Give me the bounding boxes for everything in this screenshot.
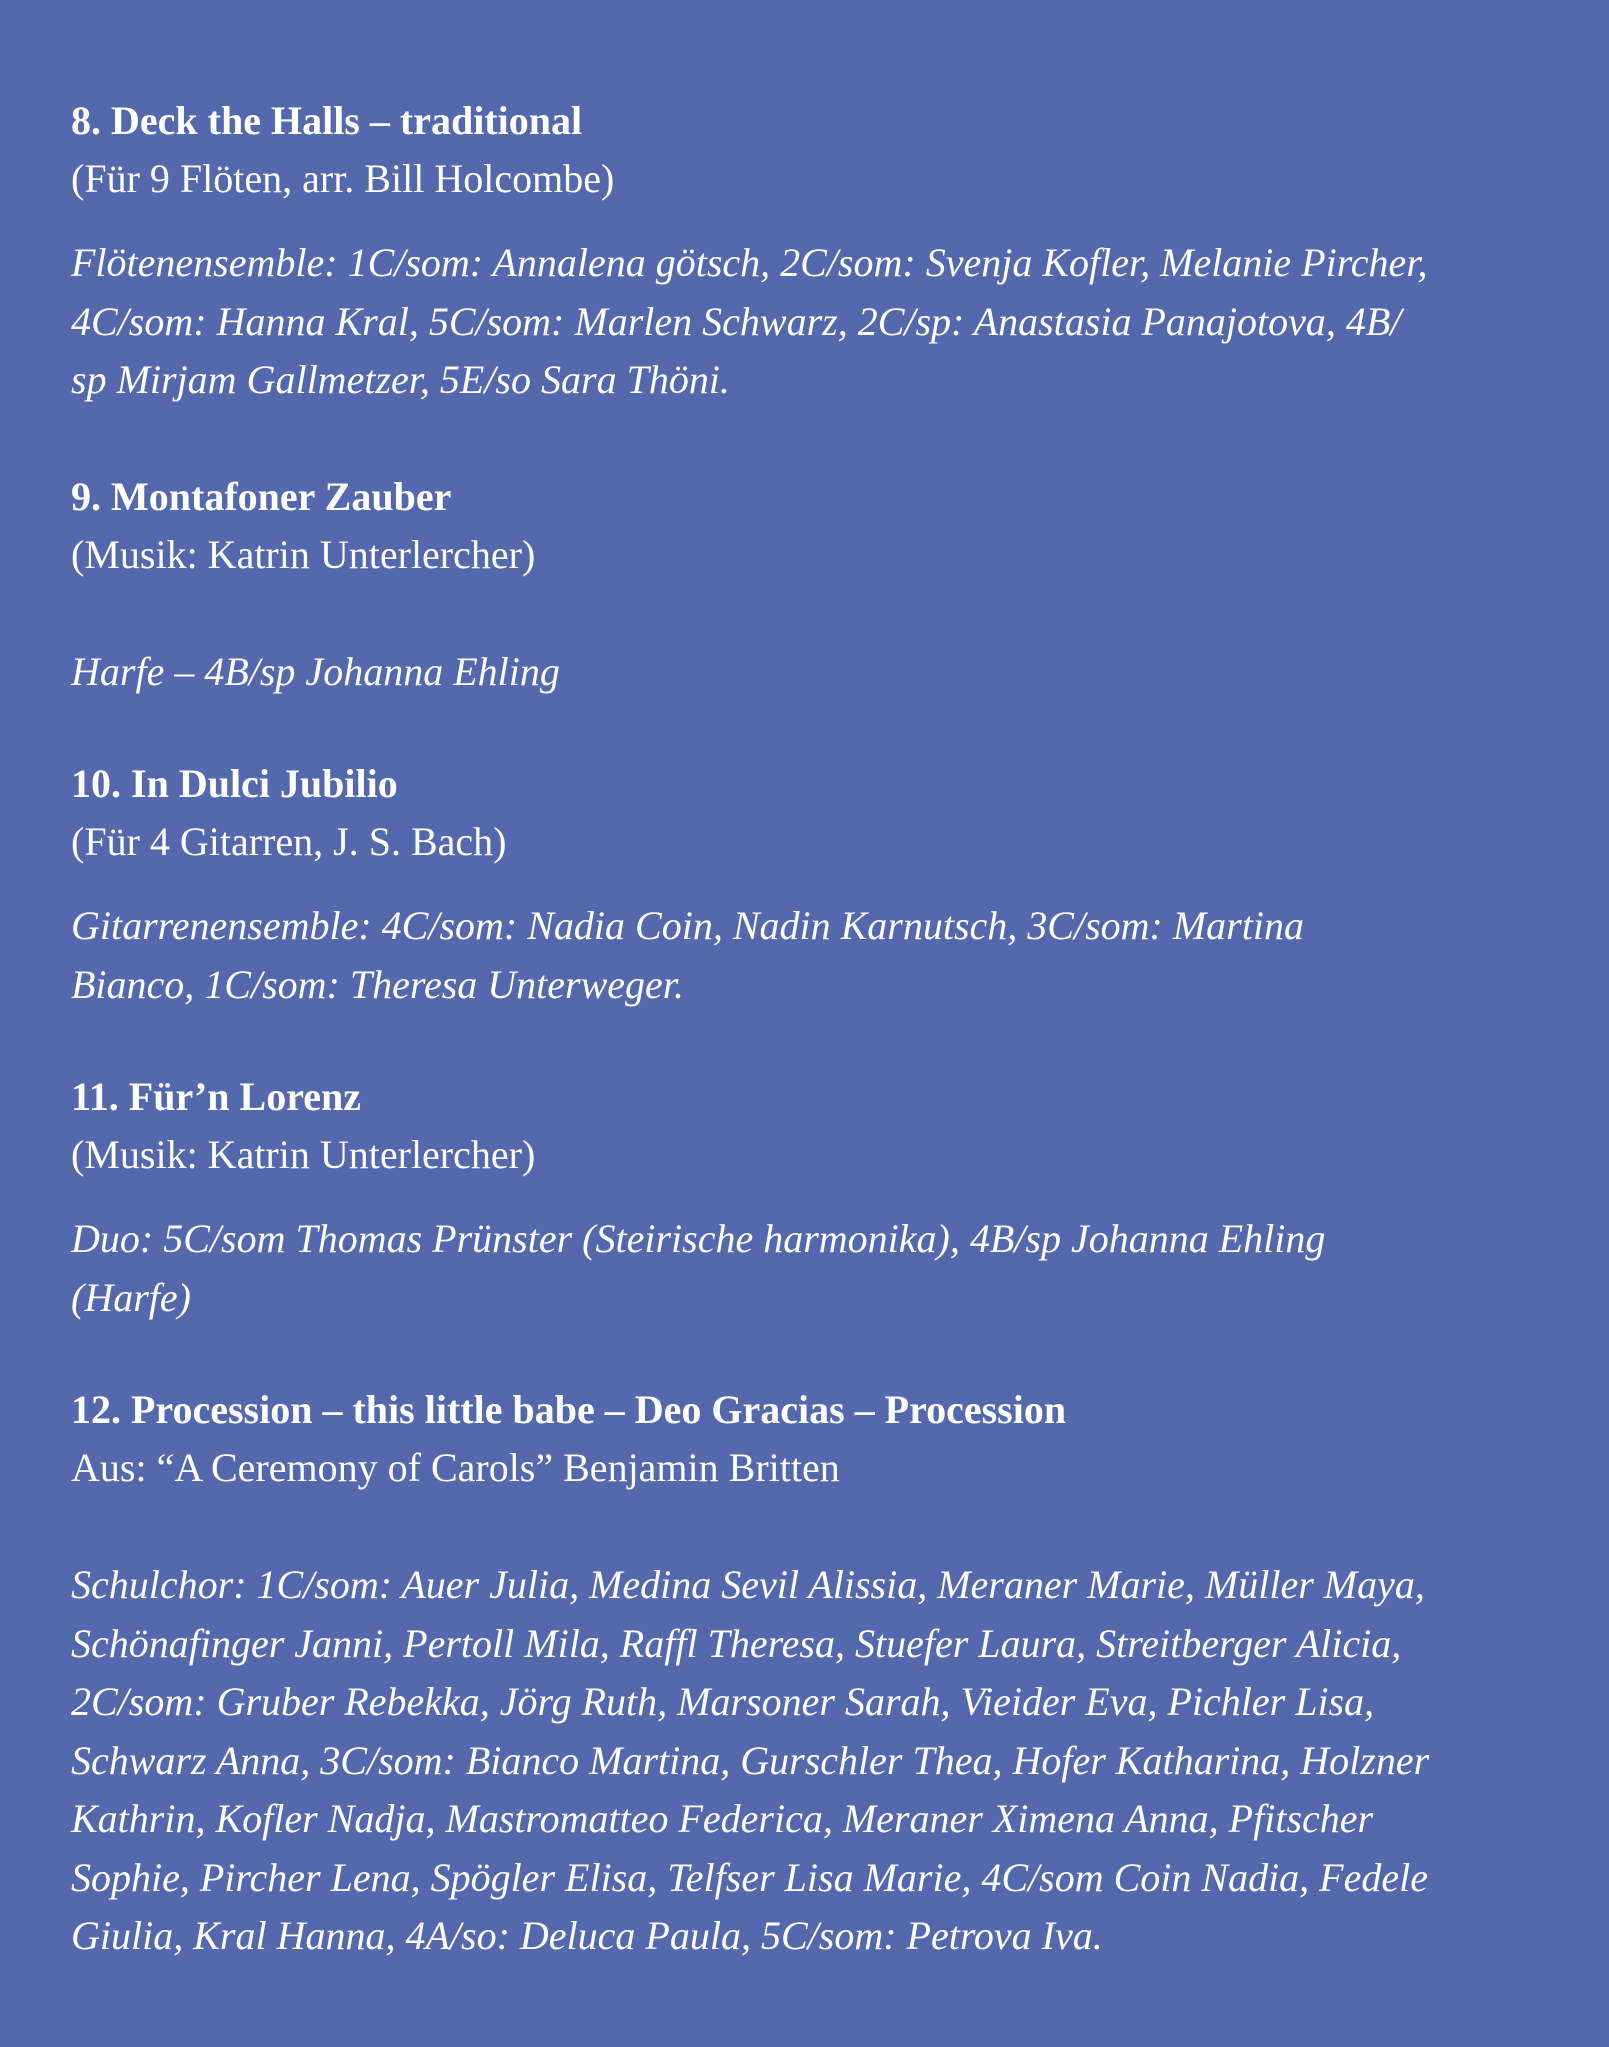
item-subtitle: (Musik: Katrin Unterlercher) (71, 531, 536, 577)
performers-line: Giulia, Kral Hanna, 4A/so: Deluca Paula, 5C/som: Petrova Iva. (71, 1913, 1103, 1958)
performers-line: Schulchor: 1C/som: Auer Julia, Medina Sevil Alissia, Meraner Marie, Müller Maya, (71, 1562, 1425, 1607)
performers-line: Harfe – 4B/sp Johanna Ehling (71, 648, 560, 694)
item-performers (71, 1210, 1561, 1327)
item-performers (71, 1556, 1561, 1966)
item-subtitle: (Für 4 Gitarren, J. S. Bach) (71, 819, 507, 864)
item-subtitle: Aus: “A Ceremony of Carols” Benjamin Britten (71, 1445, 840, 1490)
item-subtitle: (Musik: Katrin Unterlercher) (71, 1132, 536, 1177)
item-title: 11. Für’n Lorenz (71, 1074, 361, 1119)
performers-line: Bianco, 1C/som: Theresa Unterweger. (71, 961, 684, 1007)
program-item-11 (71, 1068, 1561, 1327)
item-title: 8. Deck the Halls – traditional (71, 98, 583, 143)
program-page (71, 92, 1561, 1966)
performers-line: Schönafinger Janni, Pertoll Mila, Raffl Theresa, Stuefer Laura, Streitberger Alicia, (71, 1620, 1402, 1666)
performers-line: 2C/som: Gruber Rebekka, Jörg Ruth, Marsoner Sarah, Vieider Eva, Pichler Lisa, (71, 1679, 1375, 1724)
performers-line: Kathrin, Kofler Nadja, Mastromatteo Federica, Meraner Ximena Anna, Pfitscher (71, 1796, 1374, 1841)
program-item-10 (71, 755, 1561, 1014)
program-item-8 (71, 92, 1561, 410)
performers-line: Sophie, Pircher Lena, Spögler Elisa, Telfser Lisa Marie, 4C/som Coin Nadia, Fedele (71, 1854, 1428, 1900)
performers-line: Schwarz Anna, 3C/som: Bianco Martina, Gurschler Thea, Hofer Katharina, Holzner (71, 1737, 1430, 1783)
item-performers (71, 643, 1561, 702)
item-title: 9. Montafoner Zauber (71, 473, 452, 519)
item-performers (71, 897, 1561, 1014)
program-item-12 (71, 1381, 1561, 1966)
item-performers (71, 234, 1561, 410)
item-title: 10. In Dulci Jubilio (71, 761, 398, 806)
performers-line: (Harfe) (71, 1274, 191, 1320)
item-title: 12. Procession – this little babe – Deo Gracias – Procession (71, 1387, 1067, 1432)
performers-line: sp Mirjam Gallmetzer, 5E/so Sara Thöni. (71, 357, 730, 402)
performers-line: Flötenensemble: 1C/som: Annalena götsch, 2C/som: Svenja Kofler, Melanie Pircher, (71, 240, 1428, 285)
item-subtitle: (Für 9 Flöten, arr. Bill Holcombe) (71, 156, 615, 201)
program-item-9 (71, 468, 1561, 702)
performers-line: Gitarrenensemble: 4C/som: Nadia Coin, Nadin Karnutsch, 3C/som: Martina (71, 903, 1304, 948)
performers-line: 4C/som: Hanna Kral, 5C/som: Marlen Schwarz, 2C/sp: Anastasia Panajotova, 4B/ (71, 298, 1402, 344)
performers-line: Duo: 5C/som Thomas Prünster (Steirische harmonika), 4B/sp Johanna Ehling (71, 1216, 1326, 1261)
